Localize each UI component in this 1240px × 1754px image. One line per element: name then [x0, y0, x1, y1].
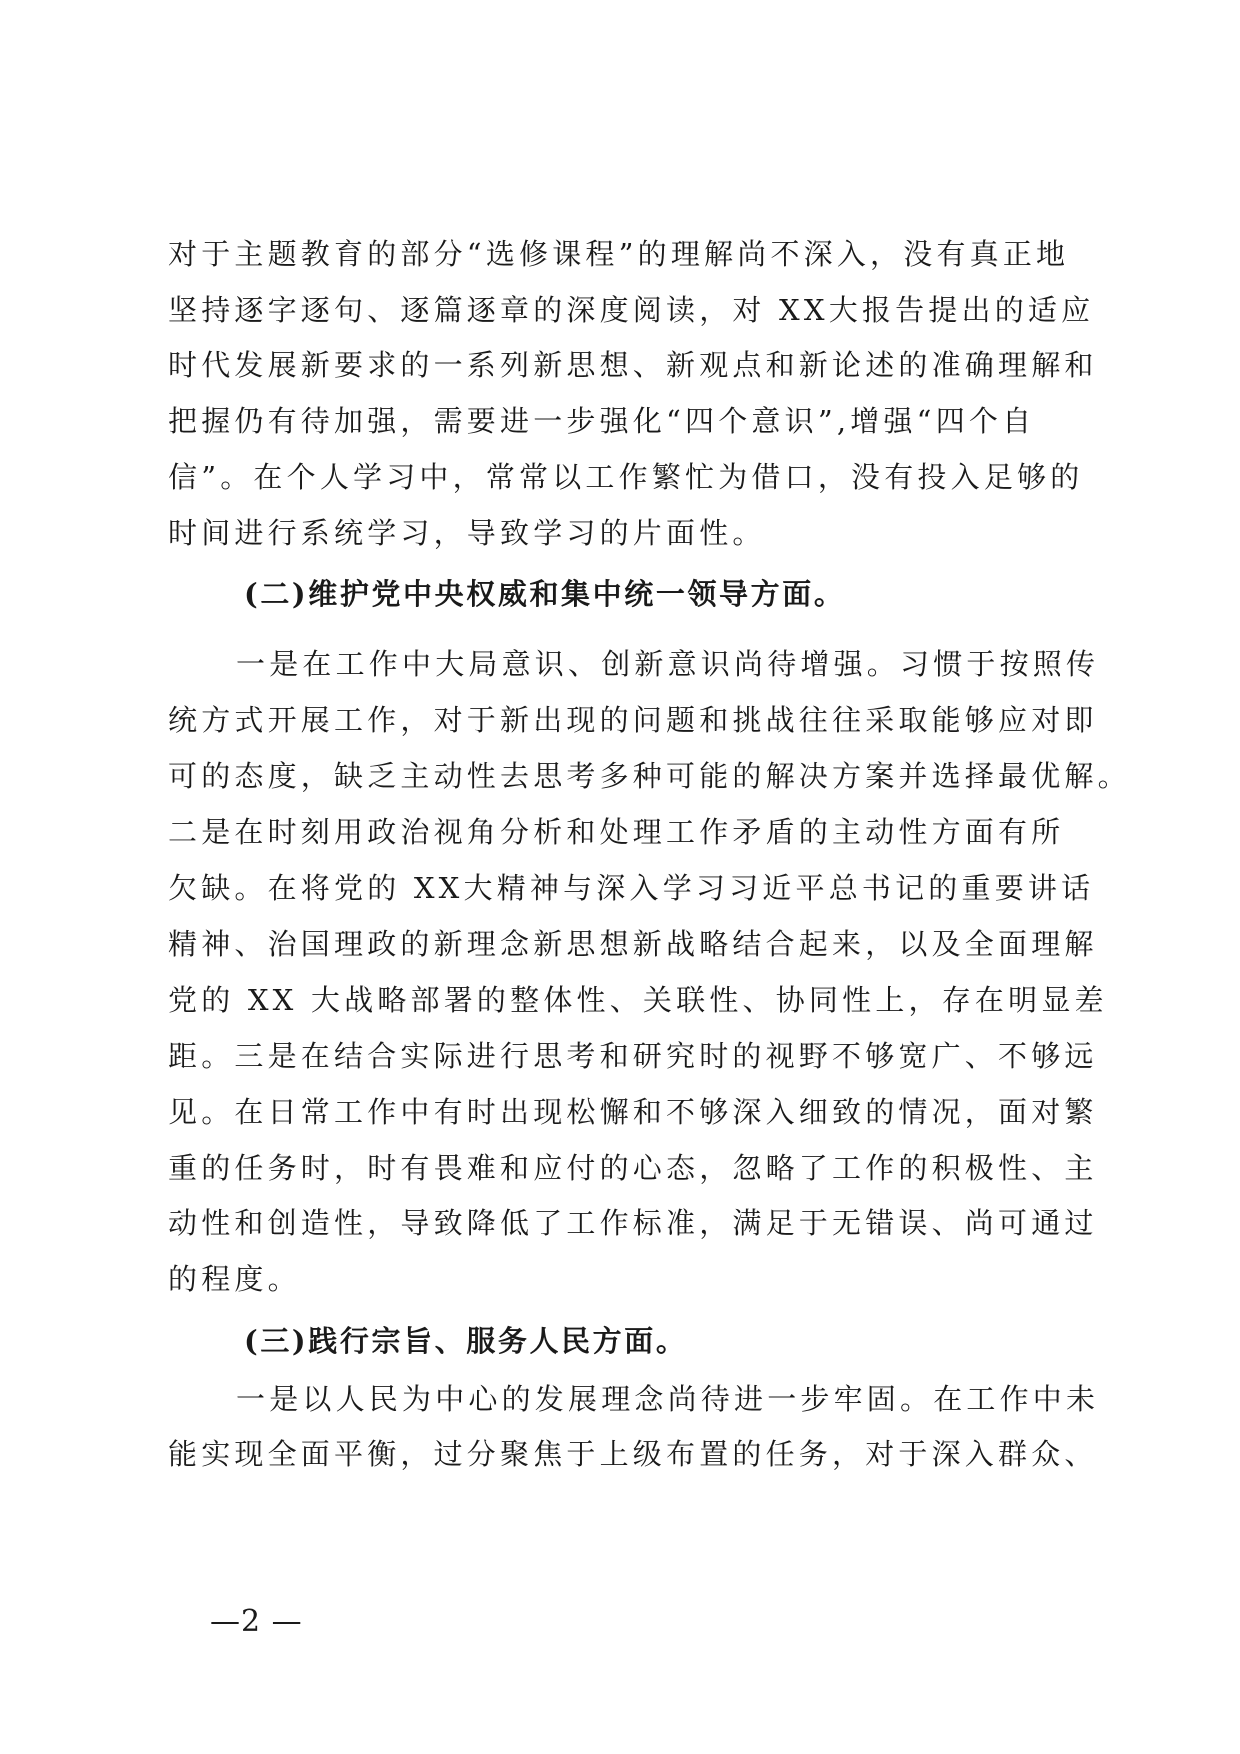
page-number: —2 — [210, 1604, 303, 1639]
text-line: 重的任务时，时有畏难和应付的心态，忽略了工作的积极性、主 [168, 1151, 1098, 1185]
text-line: 统方式开展工作，对于新出现的问题和挑战往往采取能够应对即 [168, 703, 1098, 737]
text-line: 一是在工作中大局意识、创新意识尚待增强。习惯于按照传 [236, 647, 1100, 681]
text-line: 能实现全面平衡，过分聚焦于上级布置的任务，对于深入群众、 [168, 1437, 1098, 1471]
text-line: 对于主题教育的部分“选修课程”的理解尚不深入，没有真正地 [168, 237, 1070, 271]
text-line: 可的态度，缺乏主动性去思考多种可能的解决方案并选择最优解。 [168, 759, 1131, 793]
text-line: 动性和创造性，导致降低了工作标准，满足于无错误、尚可通过 [168, 1206, 1098, 1240]
text-line: 距。三是在结合实际进行思考和研究时的视野不够宽广、不够远 [168, 1039, 1098, 1073]
text-line: 见。在日常工作中有时出现松懈和不够深入细致的情况，面对繁 [168, 1095, 1098, 1129]
text-line: 欠缺。在将党的 XX大精神与深入学习习近平总书记的重要讲话 [168, 871, 1095, 905]
text-line: 一是以人民为中心的发展理念尚待进一步牢固。在工作中未 [236, 1382, 1100, 1416]
text-line: 的程度。 [168, 1262, 301, 1296]
text-line: 时代发展新要求的一系列新思想、新观点和新论述的准确理解和 [168, 348, 1098, 382]
text-line: 二是在时刻用政治视角分析和处理工作矛盾的主动性方面有所 [168, 815, 1065, 849]
text-line: 党的 XX 大战略部署的整体性、关联性、协同性上，存在明显差 [168, 983, 1108, 1017]
text-line: 精神、治国理政的新理念新思想新战略结合起来，以及全面理解 [168, 927, 1098, 961]
section-heading: (三)践行宗旨、服务人民方面。 [244, 1324, 688, 1358]
text-line: 坚持逐字逐句、逐篇逐章的深度阅读，对 XX大报告提出的适应 [168, 293, 1095, 327]
text-line: 信”。在个人学习中，常常以工作繁忙为借口，没有投入足够的 [168, 460, 1084, 494]
section-heading: (二)维护党中央权威和集中统一领导方面。 [244, 577, 846, 611]
text-line: 时间进行系统学习，导致学习的片面性。 [168, 516, 766, 550]
text-line: 把握仍有待加强，需要进一步强化“四个意识”,增强“四个自 [168, 404, 1036, 438]
